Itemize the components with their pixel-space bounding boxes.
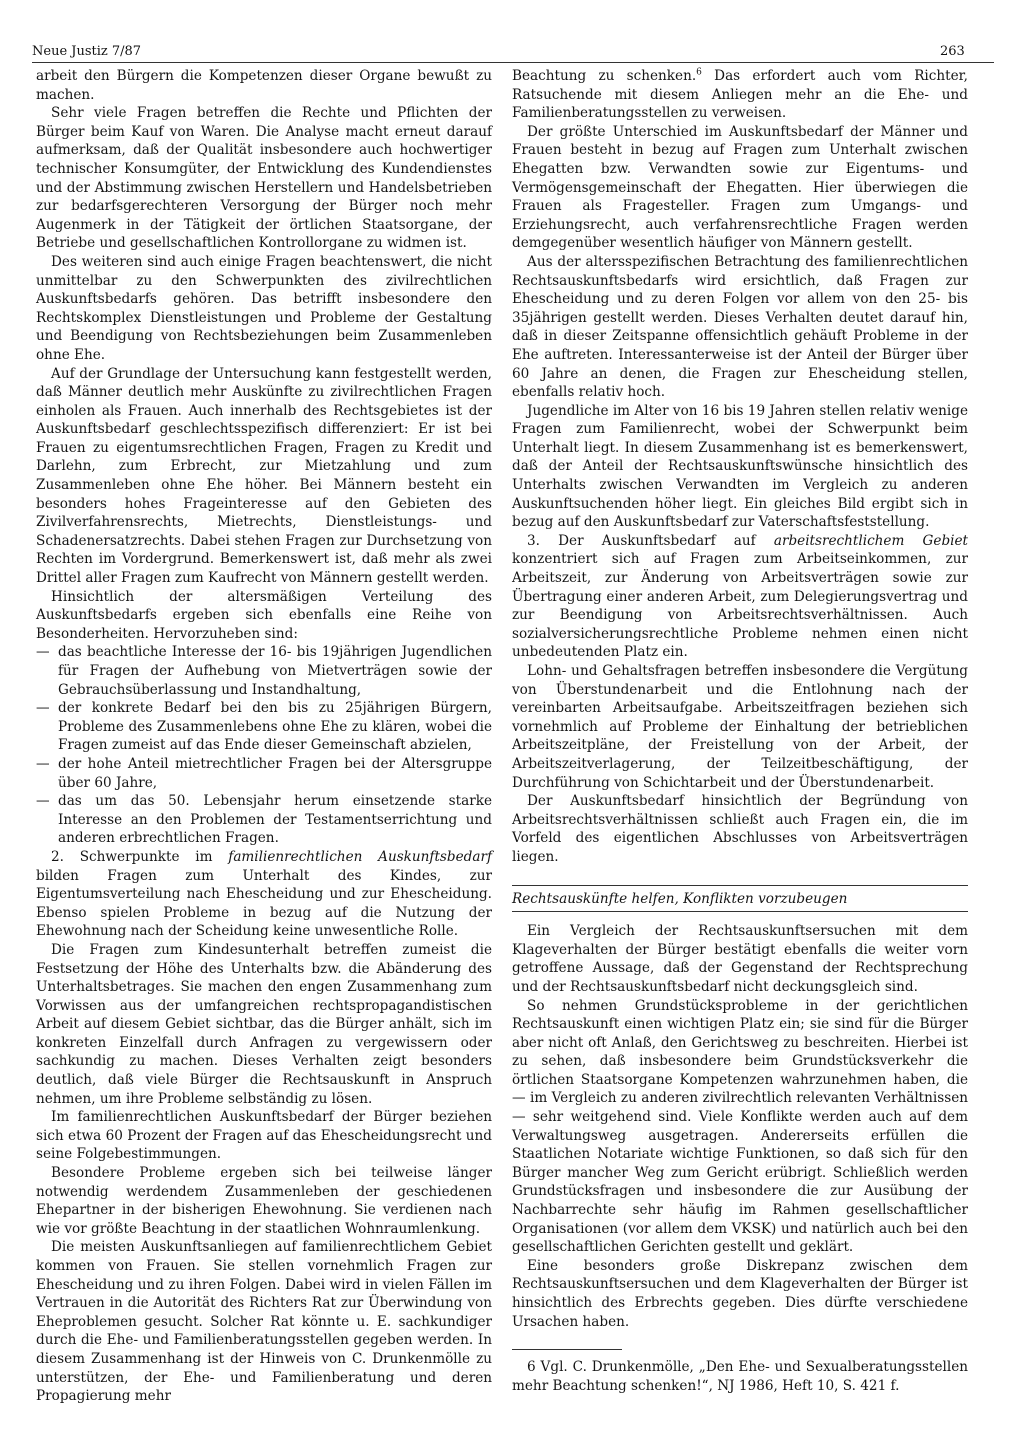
text-run: 2. Schwerpunkte im <box>51 848 229 865</box>
paragraph: Des weiteren sind auch einige Fragen beachtenswert, die nicht unmittelbar zu den Schwerpunkten des zivilrechtlichen Auskunftsbedarfs gehören. Das betrifft insbesondere den Rechtskomplex Dienstleistungen und Probleme der Gestaltung und Beendigung von Rechtsbeziehungen beim Zusammenleben ohne Ehe. <box>36 253 492 363</box>
list-item: — der konkrete Bedarf bei den bis zu 25jährigen Bürgern, Probleme des Zusammenlebens ohne Ehe zu klären, wobei die Fragen zumeist auf das Ende dieser Gemeinschaft abzielen, <box>36 699 492 755</box>
bullet-list <box>36 643 492 848</box>
paragraph: Der größte Unterschied im Auskunftsbedarf der Männer und Frauen besteht in bezug auf Fragen zum Unterhalt zwischen Ehegatten bzw. Verwandten sowie zur Eigentums- und Vermögensgemeinschaft der Ehegatten. Hier überwiegen die Frauen als Fragesteller. Fragen zum Umgangs- und Erziehungsrecht, auch verfahrensrechtliche Fragen werden demgegenüber wesentlich häufiger von Männern gestellt. <box>512 123 968 252</box>
paragraph: Die Fragen zum Kindesunterhalt betreffen zumeist die Festsetzung der Höhe des Unterhalts bzw. die Abänderung des Unterhaltsbetrages. Sie machen den engen Zusammenhang zum Vorwissen aus der umfangreichen rechtspropagandistischen Arbeit auf diesem Gebiet sichtbar, das die Bürger anhält, sich im konkreten Einzelfall durch Anfragen zu vergewissern oder sachkundig zu machen. Dieses Verhalten zeigt besonders deutlich, daß viele Bürger die Rechtsauskunft in Anspruch nehmen, um ihre Probleme selbständig zu lösen. <box>36 941 492 1107</box>
footnote: 6 Vgl. C. Drunkenmölle, „Den Ehe- und Sexualberatungsstellen mehr Beachtung schenken!“, NJ 1986, Heft 10, S. 421 f. <box>512 1359 968 1394</box>
paragraph: So nehmen Grundstücksprobleme in der gerichtlichen Rechtsauskunft einen wichtigen Platz ein; sie sind für die Bürger aber nicht oft Anlaß, den Gerichtsweg zu beschreiten. Hierbei ist zu sehen, daß insbesondere beim Grundstücksverkehr die örtlichen Staatsorgane Kompetenzen wahrzunehmen haben, die — im Vergleich zu anderen zivilrechtlich relevanten Verhältnissen — sehr weitgehend sind. Viele Konflikte werden auch auf dem Verwaltungsweg ausgetragen. Andererseits erfüllen die Staatlichen Notariate wichtige Funktionen, so daß sich für den Bürger mancher Weg zum Gericht erübrigt. Schließlich werden Grundstücksfragen und insbesondere die zur Ausübung der Nachbarrechte sehr häufig im Rahmen gesellschaftlicher Organisationen (vor allem dem VKSK) und natürlich auch bei den gesellschaftlichen Gerichten gestellt und geklärt. <box>512 997 968 1256</box>
emphasis-text: arbeitsrechtlichem Gebiet <box>773 532 969 549</box>
paragraph: Besondere Probleme ergeben sich bei teilweise länger notwendig werdendem Zusammenleben der geschiedenen Ehepartner in der bisherigen Ehewohnung. Sie verdienen nach wie vor größte Beachtung in der staatlichen Wohnraumlenkung. <box>36 1165 492 1237</box>
paragraph: Die meisten Auskunftsanliegen auf familienrechtlichem Gebiet kommen von Frauen. Sie stellen vornehmlich Fragen zur Ehescheidung und zu ihren Folgen. Dabei wird in vielen Fällen im Vertrauen in die Autorität des Richters Rat zur Überwindung von Eheproblemen gesucht. Solcher Rat könnte u. E. sachkundiger durch die Ehe- und Familienberatungsstellen gegeben werden. In diesem Zusammenhang ist der Hinweis von C. Drunkenmölle zu unterstützen, der Ehe- und Familienberatung und deren Propagierung mehr <box>36 1239 492 1405</box>
paragraph: Eine besonders große Diskrepanz zwischen dem Rechtsauskunftsersuchen und dem Klageverhalten der Bürger ist hinsichtlich des Erbrechts gegeben. Dies dürfte verschiedene Ursachen haben. <box>512 1257 968 1330</box>
text-run: Das erfordert auch vom Richter, Ratsuchende mit diesem Anliegen mehr an die Ehe- und Familienberatungsstellen zu verweisen. <box>512 68 968 122</box>
left-column <box>36 67 492 1406</box>
paragraph: Jugendliche im Alter von 16 bis 19 Jahren stellen relativ wenige Fragen zum Familienrecht, wobei der Schwerpunkt beim Unterhalt liegt. In diesem Zusammenhang ist es bemerkenswert, daß der Anteil der Rechtsauskunftswünsche hinsichtlich des Unterhalts zwischen Verwandten im Vergleich zu anderen Auskunftsuchenden höher liegt. Ein gleiches Bild ergibt sich in bezug auf den Auskunftsbedarf zur Vaterschaftsfeststellung. <box>512 402 968 531</box>
emphasis-text: familienrechtlichen Auskunftsbedarf <box>228 848 492 865</box>
paragraph: Im familienrechtlichen Auskunftsbedarf der Bürger beziehen sich etwa 60 Prozent der Fragen auf das Ehescheidungsrecht und seine Folgebestimmungen. <box>36 1109 492 1163</box>
list-item: — das um das 50. Lebensjahr herum einsetzende starke Interesse an den Problemen der Testamentserrichtung und anderen erbrechtlichen Fragen. <box>36 792 492 848</box>
paragraph: Aus der altersspezifischen Betrachtung des familienrechtlichen Rechtsauskunftsbedarfs wird ersichtlich, daß Fragen zur Ehescheidung und zu deren Folgen vor allem von den 25- bis 35jährigen gestellt werden. Dieses Verhalten deutet darauf hin, daß in dieser Zeitspanne offensichtlich gehäuft Probleme in der Ehe auftreten. Interessanterweise ist der Anteil der Bürger über 60 Jahre an denen, die Fragen zur Ehescheidung stellen, ebenfalls relativ hoch. <box>512 253 968 401</box>
text-run: 3. Der Auskunftsbedarf auf <box>527 532 774 549</box>
paragraph: Hinsichtlich der altersmäßigen Verteilung des Auskunftsbedarfs ergeben sich ebenfalls eine Reihe von Besonderheiten. Hervorzuheben sind: <box>36 588 492 642</box>
text-run: bilden Fragen zum Unterhalt des Kindes, zur Eigentumsverteilung nach Ehescheidung und zur Ehescheidung. Ebenso spielen Probleme in bezug auf die Nutzung der Ehewohnung nach der Scheidung keine unwesentliche Rolle. <box>36 867 492 940</box>
paragraph: Lohn- und Gehaltsfragen betreffen insbesondere die Vergütung von Überstundenarbeit und die Entlohnung nach der vereinbarten Arbeitsaufgabe. Arbeitszeitfragen beziehen sich vornehmlich auf Probleme der Einhaltung der betrieblichen Arbeitszeitpläne, der Freistellung von der Arbeit, der Arbeitszeitverlagerung, der Teilzeitbeschäftigung, der Durchführung von Schichtarbeit und der Überstundenarbeit. <box>512 663 968 791</box>
header-rule <box>32 62 994 63</box>
footnote-rule <box>512 1349 622 1350</box>
paragraph <box>512 532 968 662</box>
paragraph: Ein Vergleich der Rechtsauskunftsersuchen mit dem Klageverhalten der Bürger bestätigt ebenfalls die weiter vorn getroffene Aussage, daß der Gegenstand der Rechtsprechung und der Rechtsauskunftsbedarf nicht deckungsgleich sind. <box>512 923 968 995</box>
paragraph: Der Auskunftsbedarf hinsichtlich der Begründung von Arbeitsrechtsverhältnissen schließt auch Fragen ein, die im Vorfeld des eigentlichen Abschlusses von Arbeitsverträgen liegen. <box>512 793 968 865</box>
paragraph: Sehr viele Fragen betreffen die Rechte und Pflichten der Bürger beim Kauf von Waren. Die Analyse macht erneut darauf aufmerksam, daß der Qualität insbesondere auch hochwertiger technischer Konsumgüter, der Entwicklung des Kundendienstes und der Abstimmung zwischen Herstellern und Handelsbetrieben zur bedarfsgerechteren Versorgung der Bürger noch mehr Augenmerk in der Tätigkeit der örtlichen Staatsorgane, der Betriebe und gesellschaftlichen Kontrollorgane zu widmen ist. <box>36 105 492 252</box>
paragraph <box>36 848 492 941</box>
paragraph: arbeit den Bürgern die Kompetenzen dieser Organe bewußt zu machen. <box>36 68 492 103</box>
footnote-ref: 6 <box>696 67 702 78</box>
list-item: — das beachtliche Interesse der 16- bis 19jährigen Jugendlichen für Fragen der Aufhebung von Mietverträgen sowie der Gebrauchsüberlassung und Instandhaltung, <box>36 643 492 699</box>
section-rule <box>512 885 968 886</box>
journal-header: Neue Justiz 7/87 <box>32 44 142 59</box>
page-number: 263 <box>940 44 965 59</box>
paragraph: Auf der Grundlage der Untersuchung kann festgestellt werden, daß Männer deutlich mehr Auskünfte zu zivilrechtlichen Fragen einholen als Frauen. Auch innerhalb des Rechtsgebietes ist der Auskunftsbedarf geschlechtsspezifisch differenziert: Er ist bei Frauen zu eigentumsrechtlichen Fragen, Fragen zu Kredit und Darlehn, zum Erbrecht, zur Mietzahlung und zum Zusammenleben ohne Ehe höher. Bei Männern besteht ein besonders hohes Frageinteresse auf den Gebieten des Zivilverfahrensrechts, Mietrechts, Dienstleistungs- und Schadenersatzrechts. Dabei stehen Fragen zur Durchsetzung von Rechten im Vordergrund. Bemerkenswert ist, daß mehr als zwei Drittel aller Fragen zum Kaufrecht von Männern gestellt werden. <box>36 365 492 587</box>
text-run: Beachtung zu schenken. <box>512 68 697 84</box>
right-column <box>512 67 968 1395</box>
paragraph <box>512 67 968 123</box>
section-heading: Rechtsauskünfte helfen, Konflikten vorzubeugen <box>512 890 968 913</box>
text-run: konzentriert sich auf Fragen zum Arbeitseinkommen, zur Arbeitszeit, zur Änderung von Arbeitsverträgen sowie zur Übertragung einer anderen Arbeit, zum Delegierungsvertrag und zur Beendigung von Arbeitsrechtsverhältnissen. Auch sozialversicherungsrechtliche Probleme nehmen einen nicht unbedeutenden Platz ein. <box>512 551 968 661</box>
list-item: — der hohe Anteil mietrechtlicher Fragen bei der Altersgruppe über 60 Jahre, <box>36 755 492 792</box>
